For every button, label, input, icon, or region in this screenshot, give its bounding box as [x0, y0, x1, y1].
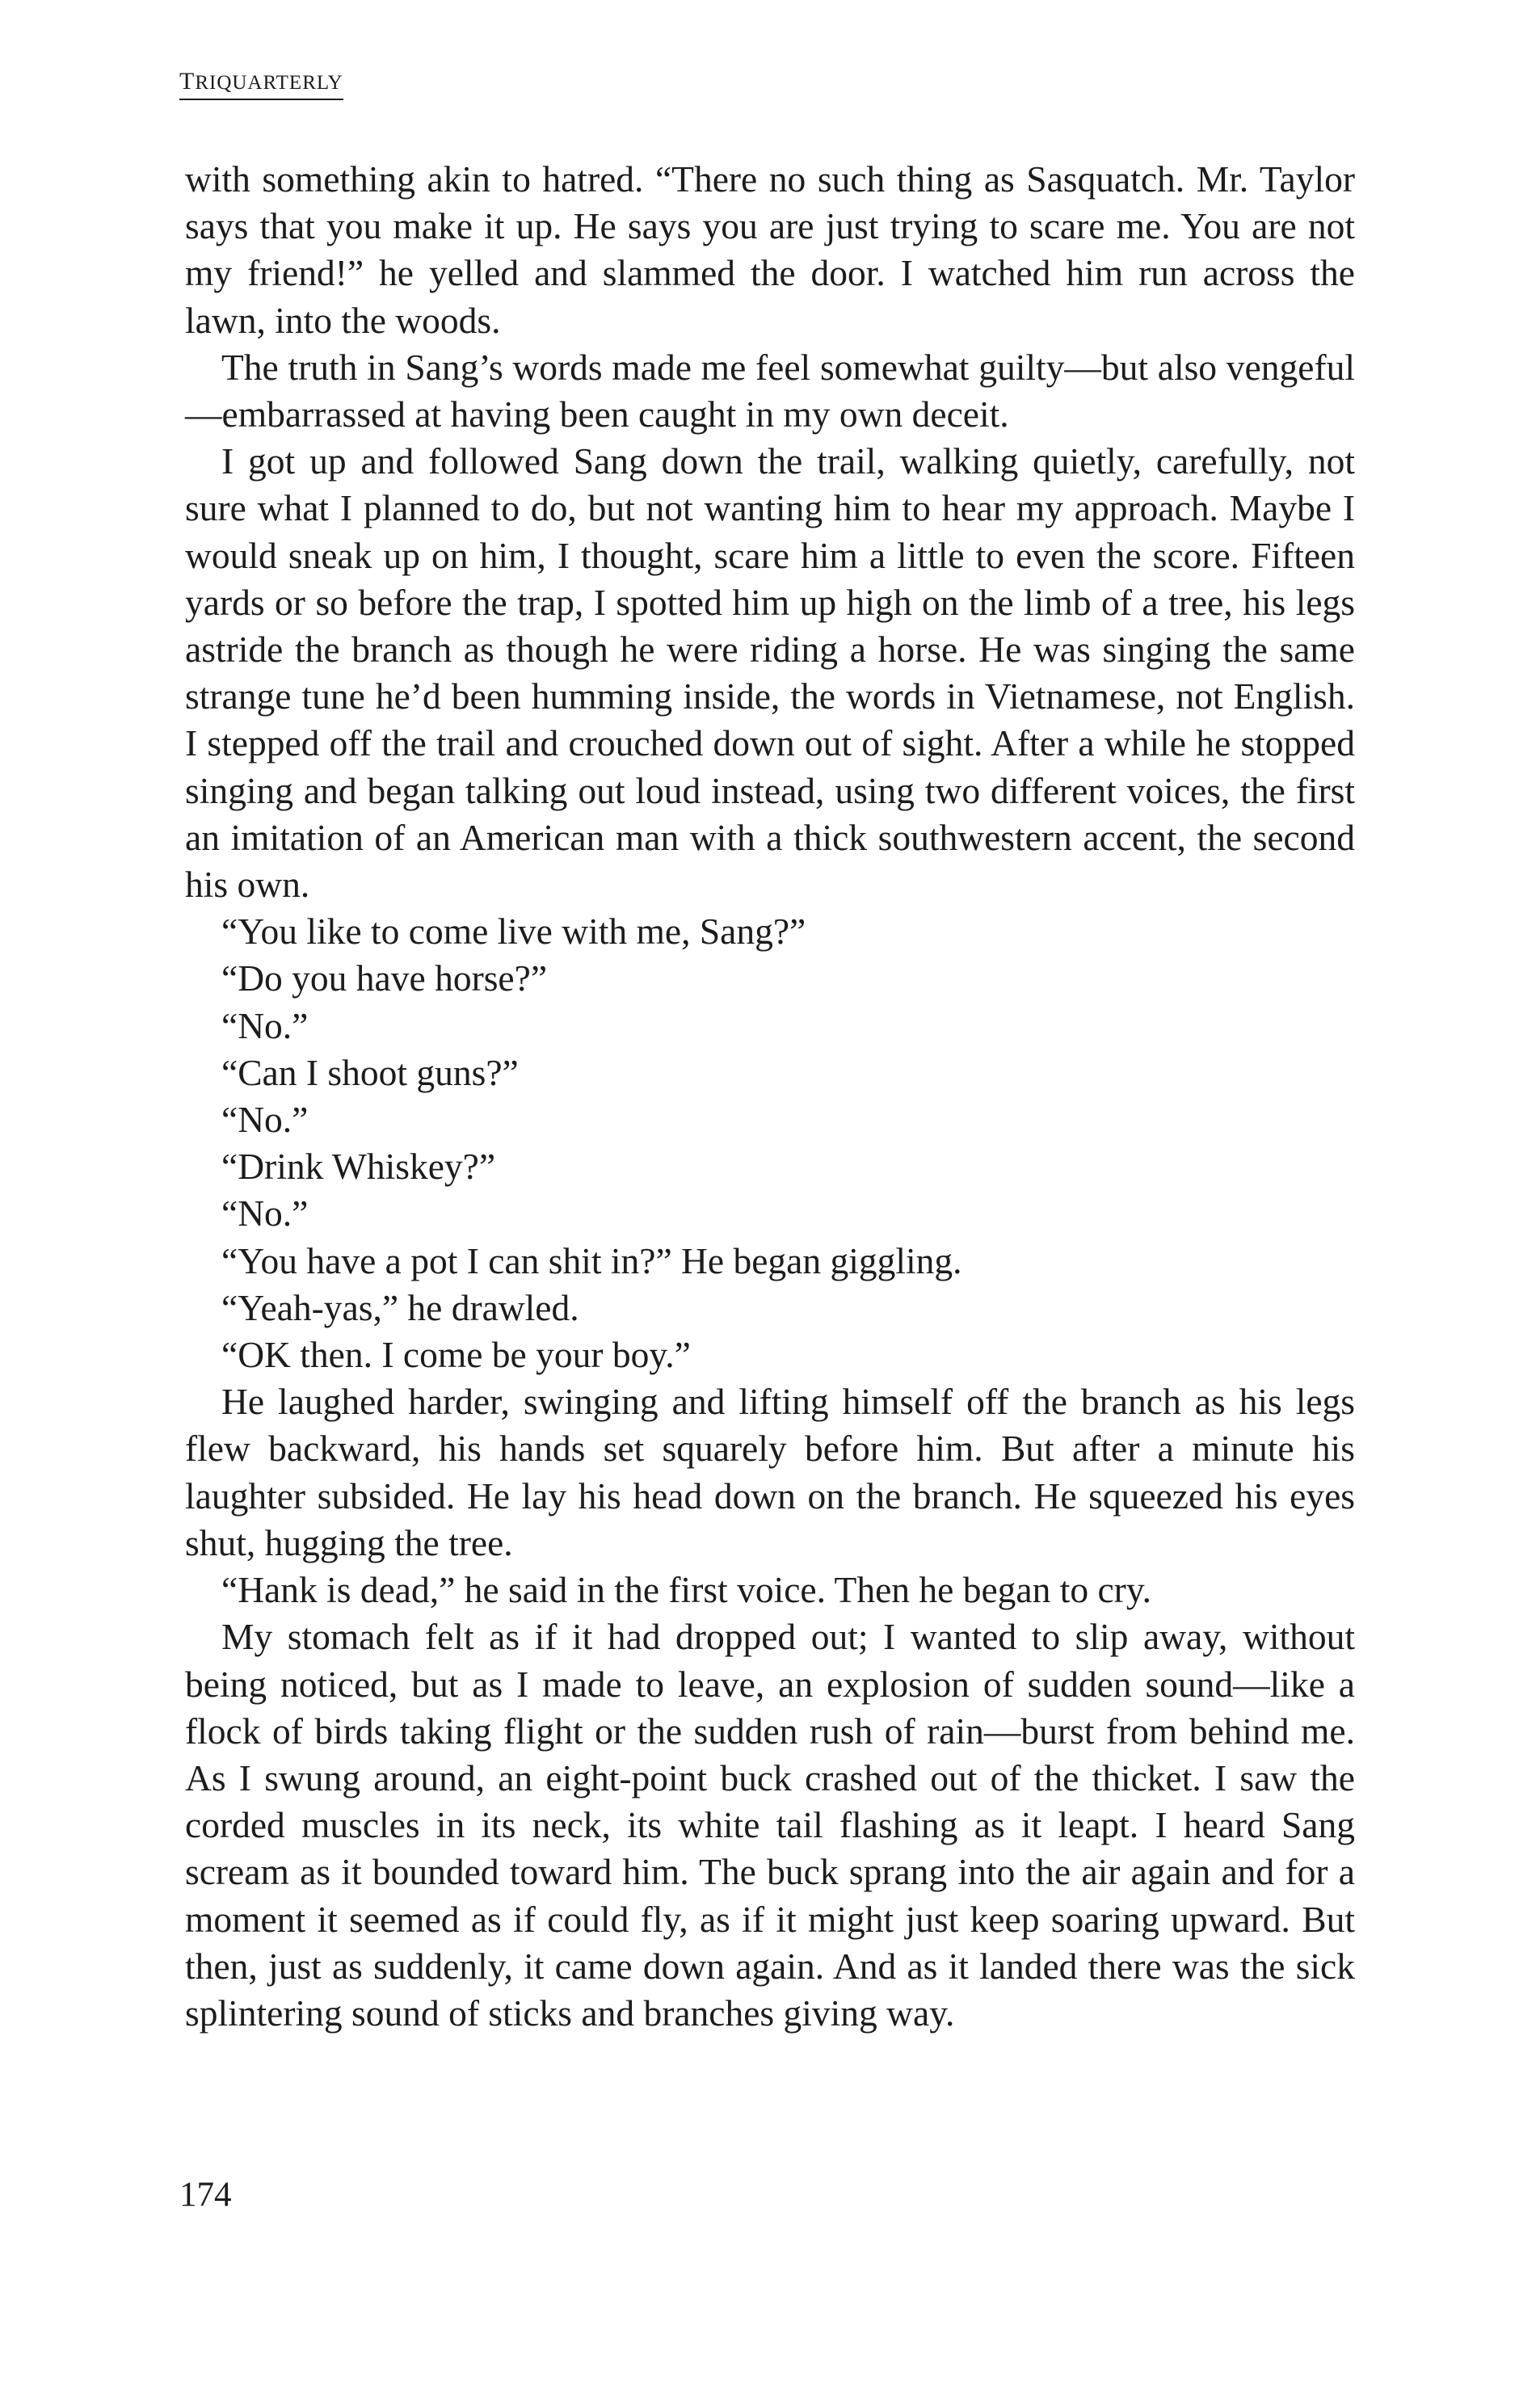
paragraph: “Hank is dead,” he said in the first voice. Then he began to cry. — [221, 1569, 1152, 1611]
dialogue-line: “You like to come live with me, Sang?” — [221, 911, 806, 953]
dialogue-line: “You have a pot I can shit in?” He began giggling. — [221, 1239, 962, 1281]
paragraph: I got up and followed Sang down the trail, walking quietly, carefully, not sure what I planned to do, but not wanting him to hear my approach. Maybe I would sneak up on him, I thought, scare him a little to even the score. Fifteen yards or so before the trap, I spotted him up high on the limb of a tree, his legs astride the branch as though he were riding a horse. He was singing the same strange tune he’d been humming inside, the words in Vietnamese, not English. I stepped off the trail and crouched down out of sight. After a while he stopped singing and began talking out loud instead, using two different voices, the first an imitation of an American man with a thick southwestern accent, the second his own. — [185, 440, 1355, 906]
dialogue-line: “No.” — [221, 1099, 309, 1141]
running-head-rest: RIQUARTERLY — [195, 72, 343, 94]
body-text — [185, 156, 1355, 2037]
dialogue-line: “No.” — [221, 1004, 309, 1046]
running-head — [179, 68, 343, 100]
dialogue-line: “OK then. I come be your boy.” — [221, 1334, 691, 1376]
dialogue-line: “Drink Whiskey?” — [221, 1146, 496, 1188]
dialogue-line: “Do you have horse?” — [221, 957, 548, 999]
paragraph: The truth in Sang’s words made me feel somewhat guilty—but also vengeful—embarrassed at having been caught in my own deceit. — [185, 346, 1355, 435]
paragraph: My stomach felt as if it had dropped out; I wanted to slip away, without being noticed, but as I made to leave, an explosion of sudden sound—like a flock of birds taking flight or the sudden rush of rain—burst from behind me. As I swung around, an eight-point buck crashed out of the thicket. I saw the corded muscles in its neck, its white tail flashing as it leapt. I heard Sang scream as it bounded toward him. The buck sprang into the air again and for a moment it seemed as if could fly, as if it might just keep soaring upward. But then, just as suddenly, it came down again. And as it landed there was the sick splintering sound of sticks and branches giving way. — [185, 1616, 1355, 2034]
paragraph: He laughed harder, swinging and lifting himself off the branch as his legs flew backward, his hands set squarely before him. But after a minute his laughter subsided. He lay his head down on the branch. He squeezed his eyes shut, hugging the tree. — [185, 1381, 1355, 1563]
dialogue-line: “Can I shoot guns?” — [221, 1051, 519, 1093]
dialogue-line: “Yeah-yas,” he drawled. — [221, 1286, 579, 1328]
dialogue-line: “No.” — [221, 1193, 309, 1235]
paragraph: with something akin to hatred. “There no such thing as Sasquatch. Mr. Taylor says that you make it up. He says you are just trying to scare me. You are not my friend!” he yelled and slammed the door. I watched him run across the lawn, into the woods. — [185, 158, 1355, 341]
running-head-initial: T — [179, 68, 196, 95]
page-number: 174 — [179, 2176, 232, 2214]
